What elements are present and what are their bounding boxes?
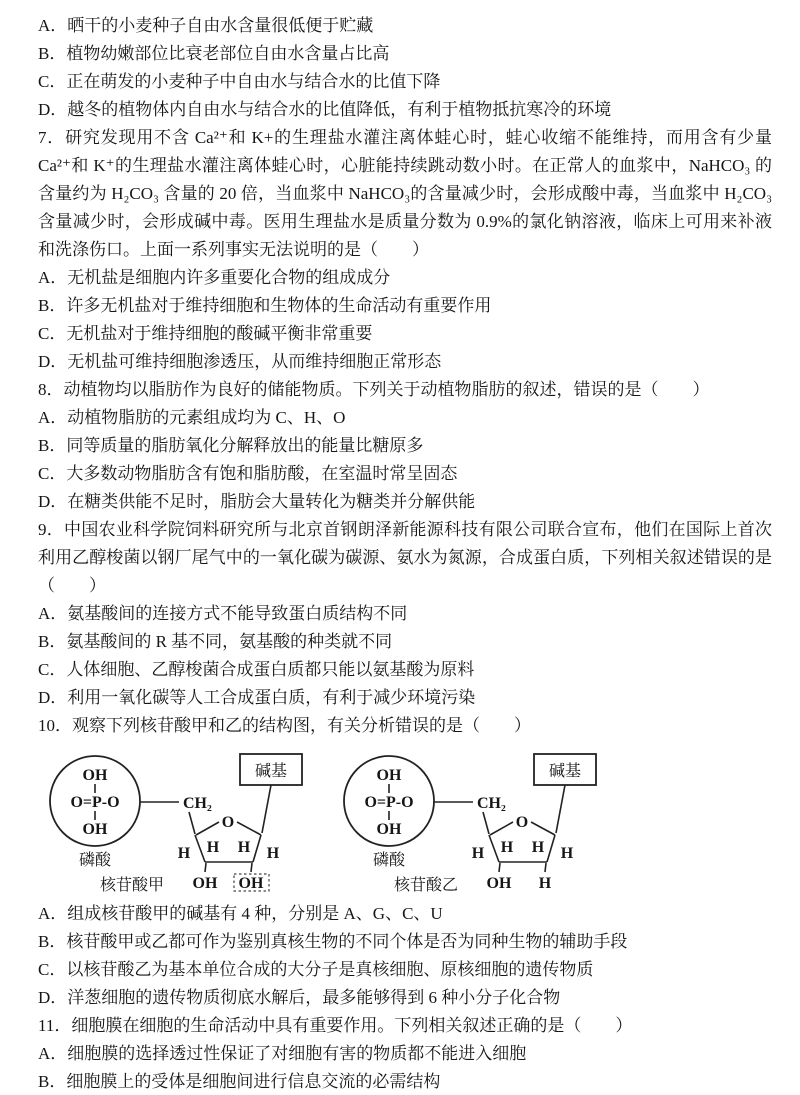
bond-line [499, 863, 500, 872]
ring-edge [490, 822, 513, 835]
question-11-stem: 11．细胞膜在细胞的生命活动中具有重要作用。下列相关叙述正确的是（ ） [38, 1016, 633, 1035]
h-label: H [471, 845, 485, 862]
h-label: H [560, 845, 574, 862]
ring-edge [196, 822, 219, 835]
h-label: H [177, 845, 191, 862]
phosphate-oh-top-label: OH [376, 767, 402, 784]
q7-option-a: A．无机盐是细胞内许多重要化合物的组成成分 [38, 268, 391, 287]
bond-line [545, 863, 546, 872]
question-7-stem: 7．研究发现用不含 Ca²⁺和 K+的生理盐水灌注离体蛙心时，蛙心收缩不能维持，而用含有少量 Ca²⁺和 K⁺的生理盐水灌注离体蛙心时，心脏能持续跳动数小时。在正常人的血浆中，NaHCO₃ 的含量约为 H₂CO₃ 含量的 20 倍，当血浆中 NaHCO₃的含量减少时，会形成酸中毒，当血浆中 H₂CO₃含量减少时，会形成碱中毒。医用生理盐水是质量分数为 0.9%的氯化钠溶液，临床上可用来补液和洗涤伤口。上面一系列事实无法说明的是（ ） [38, 128, 772, 259]
phosphate-core-label: O=P-O [364, 794, 414, 811]
q11-option-a: A．细胞膜的选择透过性保证了对细胞有害的物质都不能进入细胞 [38, 1044, 527, 1063]
nucleotide-a-diagram [32, 744, 310, 896]
c2-hydrogen-label: H [538, 875, 552, 892]
q10-option-a: A．组成核苷酸甲的碱基有 4 种，分别是 A、G、C、U [38, 904, 443, 923]
base-label: 碱基 [548, 763, 582, 780]
q9-option-b: B．氨基酸间的 R 基不同，氨基酸的种类就不同 [38, 632, 393, 651]
nucleotide-b-caption: 核苷酸乙 [393, 877, 459, 894]
ring-oxygen-label: O [515, 814, 529, 831]
q6-option-d: D．越冬的植物体内自由水与结合水的比值降低，有利于植物抵抗寒冷的环境 [38, 100, 612, 119]
q6-option-b: B．植物幼嫩部位比衰老部位自由水含量占比高 [38, 44, 390, 63]
base-sugar-bond [262, 785, 271, 833]
h-label: H [266, 845, 280, 862]
phosphate-oh-top-label: OH [82, 767, 108, 784]
q7-option-c: C．无机盐对于维持细胞的酸碱平衡非常重要 [38, 324, 373, 343]
phosphate-oh-bottom-label: OH [82, 821, 108, 838]
q9-option-d: D．利用一氧化碳等人工合成蛋白质，有利于减少环境污染 [38, 688, 476, 707]
phosphate-caption: 磷酸 [372, 852, 406, 869]
question-10-stem: 10．观察下列核苷酸甲和乙的结构图，有关分析错误的是（ ） [38, 716, 531, 735]
q10-option-b: B．核苷酸甲或乙都可作为鉴别真核生物的不同个体是否为同种生物的辅助手段 [38, 932, 628, 951]
q6-option-a: A．晒干的小麦种子自由水含量很低便于贮藏 [38, 16, 374, 35]
ring-edge [189, 812, 195, 834]
nucleotide-b-diagram [326, 744, 604, 896]
ring-oxygen-label: O [221, 814, 235, 831]
q8-option-b: B．同等质量的脂肪氧化分解释放出的能量比糖原多 [38, 436, 424, 455]
ring-edge [547, 835, 555, 862]
c2-hydroxyl-label: OH [238, 875, 264, 892]
base-sugar-bond [556, 785, 565, 833]
base-label: 碱基 [254, 763, 288, 780]
ring-edge [195, 835, 205, 862]
h-label: H [206, 839, 220, 856]
q7-option-d: D．无机盐可维持细胞渗透压，从而维持细胞正常形态 [38, 352, 442, 371]
q8-option-a: A．动植物脂肪的元素组成均为 C、H、O [38, 408, 346, 427]
ring-edge [253, 835, 261, 862]
ch2-label: CH₂ [183, 795, 212, 812]
q6-option-c: C．正在萌发的小麦种子中自由水与结合水的比值下降 [38, 72, 441, 91]
q9-option-a: A．氨基酸间的连接方式不能导致蛋白质结构不同 [38, 604, 408, 623]
q8-option-c: C．大多数动物脂肪含有饱和脂肪酸，在室温时常呈固态 [38, 464, 458, 483]
q10-option-d: D．洋葱细胞的遗传物质彻底水解后，最多能够得到 6 种小分子化合物 [38, 988, 561, 1007]
ring-edge [483, 812, 489, 834]
ch2-label: CH₂ [477, 795, 506, 812]
q7-option-b: B．许多无机盐对于维持细胞和生物体的生命活动有重要作用 [38, 296, 492, 315]
bond-line [251, 863, 252, 872]
ring-edge [489, 835, 499, 862]
nucleotide-a-caption: 核苷酸甲 [99, 877, 165, 894]
h-label: H [237, 839, 251, 856]
phosphate-caption: 磷酸 [78, 852, 112, 869]
phosphate-oh-bottom-label: OH [376, 821, 402, 838]
h-label: H [531, 839, 545, 856]
h-label: H [500, 839, 514, 856]
question-8-stem: 8．动植物均以脂肪作为良好的储能物质。下列关于动植物脂肪的叙述，错误的是（ ） [38, 380, 710, 399]
q10-option-c: C．以核苷酸乙为基本单位合成的大分子是真核细胞、原核细胞的遗传物质 [38, 960, 594, 979]
phosphate-core-label: O=P-O [70, 794, 120, 811]
q8-option-d: D．在糖类供能不足时，脂肪会大量转化为糖类并分解供能 [38, 492, 476, 511]
c3-hydroxyl-label: OH [486, 875, 512, 892]
question-9-stem: 9．中国农业科学院饲料研究所与北京首钢朗泽新能源科技有限公司联合宣布，他们在国际上首次利用乙醇梭菌以钢厂尾气中的一氧化碳为碳源、氨水为氮源，合成蛋白质，下列相关叙述错误的是（ ） [38, 520, 772, 595]
ring-edge [531, 822, 555, 835]
q9-option-c: C．人体细胞、乙醇梭菌合成蛋白质都只能以氨基酸为原料 [38, 660, 475, 679]
q11-option-b: B．细胞膜上的受体是细胞间进行信息交流的必需结构 [38, 1072, 441, 1091]
ring-edge [237, 822, 261, 835]
bond-line [205, 863, 206, 872]
nucleotide-structure-diagrams [32, 744, 772, 896]
c3-hydroxyl-label: OH [192, 875, 218, 892]
